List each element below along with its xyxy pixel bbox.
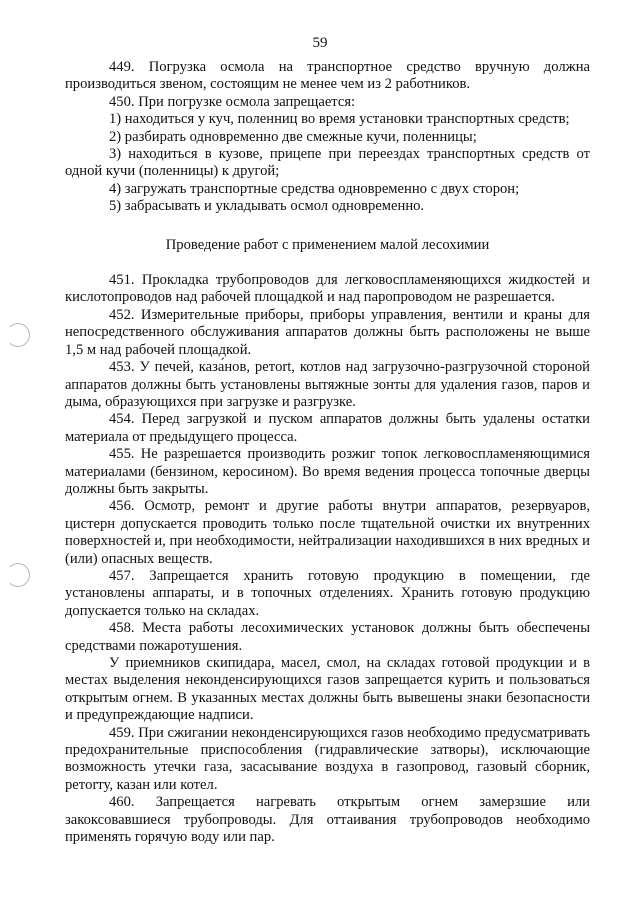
list-item-2: 2) разбирать одновременно две смежные кучи, поленницы; (109, 128, 477, 145)
paragraph-459: 459. При сжигании неконденсирующихся газов необходимо предусматривать предохранительные приспособления (гидравлические затворы), исключающие возможность утечки газа, засасывание воздуха в газопровод, газовый сборник, ретorту, казан или котел. (65, 724, 590, 793)
paragraph-450: 450. При погрузке осмола запрещается: (109, 93, 356, 110)
list-item-5: 5) забрасывать и укладывать осмол одновременно. (109, 198, 425, 215)
section-title: Проведение работ с применением малой лесохимии (165, 236, 490, 253)
paragraph-458-continued: У приемников скипидара, масел, смол, на складах готовой продукции и в местах выделения неконденсирующихся газов запрещается курить и пользоваться открытым огнем. В указанных местах должны быть вывешены знаки безопасности и предупреждающие надписи. (65, 655, 590, 724)
list-item-4: 4) загружать транспортные средства одновременно с двух сторон; (109, 180, 520, 197)
paragraph-452: 452. Измерительные приборы, приборы управления, вентили и краны для непосредственного обслуживания аппаратов должны быть расположены не выше 1,5 м над рабочей площадкой. (65, 306, 590, 358)
punch-hole (6, 563, 30, 587)
paragraph-458: 458. Места работы лесохимических установок должны быть обеспечены средствами пожаротушения. (65, 620, 590, 654)
page-number: 59 (312, 35, 328, 51)
paragraph-449: 449. Погрузка осмола на транспортное средство вручную должна производиться звеном, состоящим не менее чем из 2 работников. (65, 59, 590, 93)
paragraph-451: 451. Прокладка трубопроводов для легковоспламеняющихся жидкостей и кислотопроводов над рабочей площадкой и над паропроводом не разрешается. (65, 272, 590, 306)
punch-hole (6, 323, 30, 347)
list-item-3: 3) находиться в кузове, прицепе при переездах транспортных средств от одной кучи (поленницы) к другой; (65, 146, 590, 180)
paragraph-456: 456. Осмотр, ремонт и другие работы внутри аппаратов, резервуаров, цистерн допускается проводить только после тщательной очистки их внутренних поверхностей и, при необходимости, нейтрализации находившихся в них вредных и (или) опасных веществ. (65, 498, 590, 567)
paragraph-460: 460. Запрещается нагревать открытым огнем замерзшие или закоксовавшиеся трубопроводы. Для оттаивания трубопроводов необходимо применять горячую воду или пар. (65, 794, 590, 846)
paragraph-457: 457. Запрещается хранить готовую продукцию в помещении, где установлены аппараты, и в топочных отделениях. Хранить готовую продукцию допускается только на складах. (65, 567, 590, 619)
paragraph-453: 453. У печей, каза́нов, ретort, котлов над загрузочно-разгрузочной стороной аппаратов должны быть установлены вытяжные зонты для удаления газов, паров и дыма, образующихся при загрузке и разгрузке. (65, 359, 590, 410)
paragraph-454: 454. Перед загрузкой и пуском аппаратов должны быть удалены остатки материала от предыдущего процесса. (65, 411, 590, 445)
document-body (65, 59, 590, 846)
list-item-1: 1) находиться у куч, поленниц во время установки транспортных средств; (109, 111, 570, 128)
paragraph-455: 455. Не разрешается производить розжиг топок легковоспламеняющимися материалами (бензином, керосином). Во время ведения процесса топочные дверцы должны быть закрыты. (65, 446, 590, 497)
